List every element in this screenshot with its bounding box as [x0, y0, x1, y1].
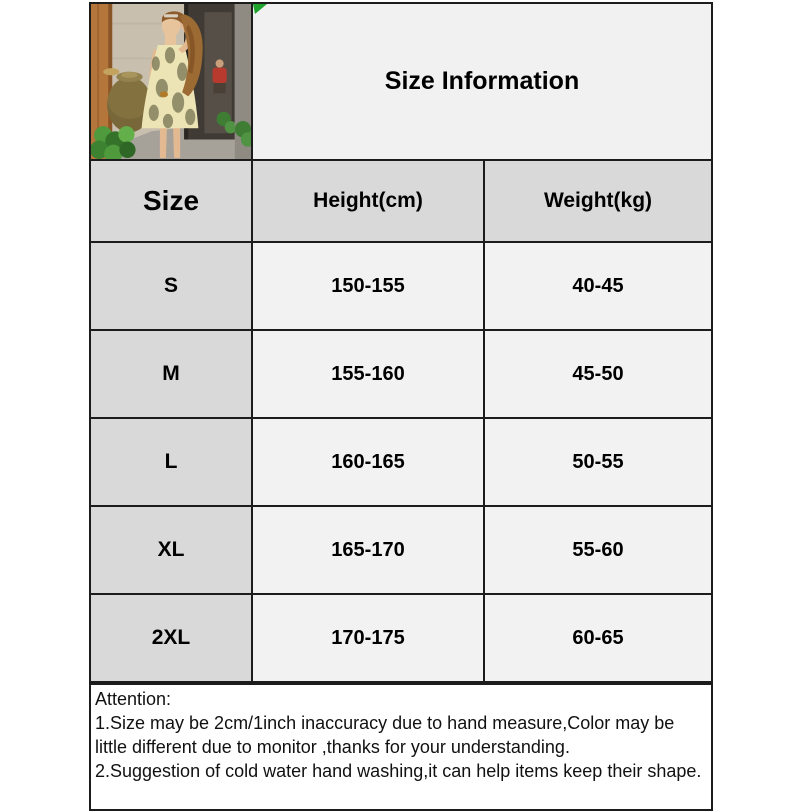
attention-box — [89, 683, 713, 811]
table-row — [90, 242, 712, 330]
height-value: 150-155 — [252, 242, 484, 330]
size-label-xl: XL — [90, 506, 252, 594]
weight-value: 45-50 — [484, 330, 712, 418]
weight-value: 50-55 — [484, 418, 712, 506]
height-value: 155-160 — [252, 330, 484, 418]
size-table — [89, 2, 713, 683]
size-chart-page — [89, 2, 711, 811]
table-row — [90, 506, 712, 594]
green-corner-marker — [253, 4, 267, 14]
size-label-l: L — [90, 418, 252, 506]
size-label-s: S — [90, 242, 252, 330]
weight-value: 55-60 — [484, 506, 712, 594]
title-cell — [252, 3, 712, 160]
attention-note: 2.Suggestion of cold water hand washing,it can help items keep their shape. — [95, 761, 702, 781]
attention-note: 1.Size may be 2cm/1inch inaccuracy due to hand measure,Color may be little different due to monitor ,thanks for your understanding. — [95, 713, 675, 757]
size-label-m: M — [90, 330, 252, 418]
weight-value: 40-45 — [484, 242, 712, 330]
table-row — [90, 330, 712, 418]
weight-value: 60-65 — [484, 594, 712, 682]
table-row — [90, 418, 712, 506]
height-value: 165-170 — [252, 506, 484, 594]
height-value: 170-175 — [252, 594, 484, 682]
table-row — [90, 594, 712, 682]
table-header-row — [90, 160, 712, 242]
size-label-2xl: 2XL — [90, 594, 252, 682]
height-value: 160-165 — [252, 418, 484, 506]
column-header-height: Height(cm) — [252, 160, 484, 242]
page-title: Size Information — [384, 67, 580, 95]
product-photo-illustration — [91, 4, 251, 159]
column-header-weight: Weight(kg) — [484, 160, 712, 242]
top-row — [90, 3, 712, 160]
column-header-size: Size — [90, 160, 252, 242]
product-photo — [90, 3, 252, 160]
attention-heading: Attention: — [95, 689, 172, 709]
